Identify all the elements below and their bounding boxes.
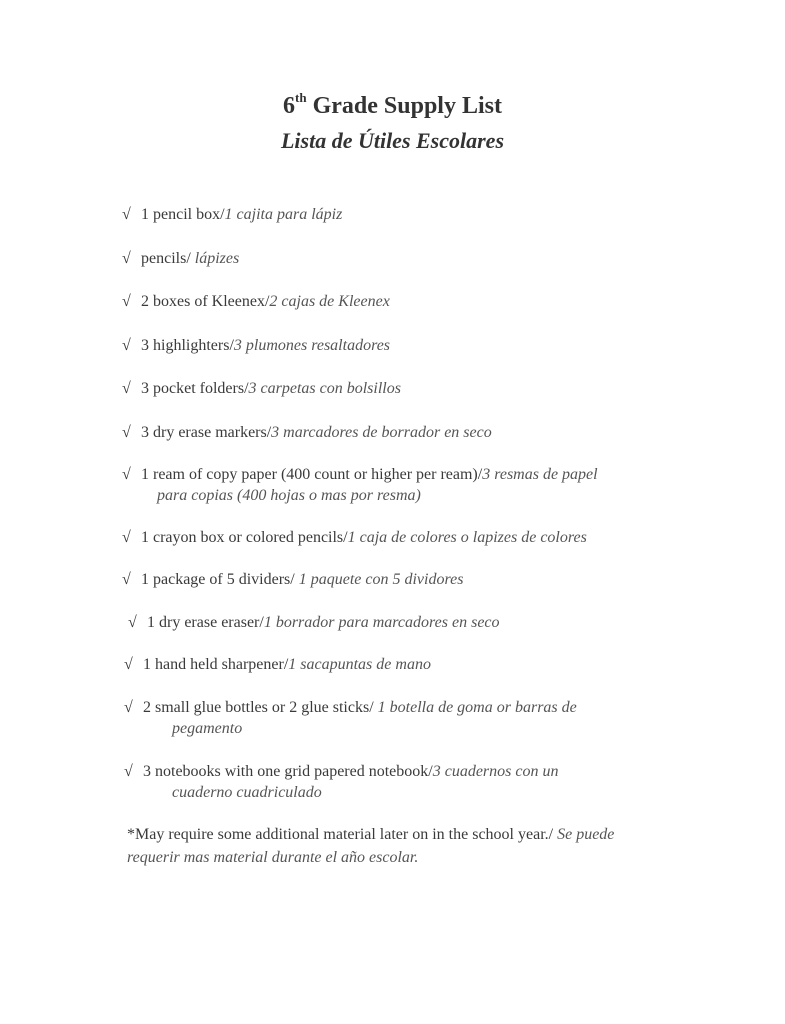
item-spanish: 1 caja de colores o lapizes de colores: [347, 529, 587, 546]
item-continuation: cuaderno cuadriculado: [172, 784, 322, 801]
item-spanish: 3 marcadores de borrador en seco: [271, 424, 492, 441]
list-item: [122, 291, 390, 313]
list-item: [122, 464, 598, 486]
item-english: 3 highlighters/: [141, 337, 234, 354]
item-spanish: 1 botella de goma or barras de: [377, 699, 577, 716]
list-item: [122, 422, 492, 444]
item-spanish: 1 sacapuntas de mano: [288, 656, 431, 673]
item-english: 1 crayon box or colored pencils/: [141, 529, 348, 546]
checkmark-icon: √: [124, 656, 133, 673]
list-item: [122, 378, 401, 400]
item-spanish: 2 cajas de Kleenex: [269, 293, 390, 310]
item-spanish: 3 cuadernos con un: [432, 763, 559, 780]
item-english: pencils/: [141, 250, 195, 267]
list-item: [122, 527, 587, 549]
list-item: [122, 248, 239, 270]
list-item: [124, 654, 431, 676]
list-item: [122, 335, 390, 357]
item-continuation: pegamento: [172, 720, 243, 737]
item-spanish: 3 plumones resaltadores: [233, 337, 391, 354]
item-spanish: 1 borrador para marcadores en seco: [263, 614, 500, 631]
title-number: 6: [283, 93, 296, 119]
footnote-english: *May require some additional material later on in the school year./: [127, 826, 558, 843]
item-english: 3 pocket folders/: [141, 380, 249, 397]
list-item: [122, 569, 463, 591]
checkmark-icon: √: [128, 614, 137, 631]
list-item: [124, 697, 577, 719]
item-english: 1 package of 5 dividers/: [141, 571, 299, 588]
item-english: 1 ream of copy paper (400 count or higher per ream)/: [141, 466, 483, 483]
footnote-spanish-2: requerir mas material durante el año escolar.: [127, 849, 419, 866]
item-english: 1 dry erase eraser/: [147, 614, 264, 631]
checkmark-icon: √: [122, 206, 131, 223]
checkmark-icon: √: [122, 571, 131, 588]
item-english: 3 dry erase markers/: [141, 424, 272, 441]
item-english: 1 hand held sharpener/: [143, 656, 289, 673]
checkmark-icon: √: [124, 699, 133, 716]
page-subtitle: Lista de Útiles Escolares: [280, 128, 505, 153]
checkmark-icon: √: [122, 424, 131, 441]
checkmark-icon: √: [122, 529, 131, 546]
list-item: [124, 761, 558, 783]
footnote: [127, 823, 614, 869]
item-spanish: lápizes: [194, 250, 240, 267]
title-text: Grade Supply List: [306, 93, 502, 119]
checkmark-icon: √: [124, 763, 133, 780]
item-english: 2 small glue bottles or 2 glue sticks/: [143, 699, 378, 716]
item-spanish: 1 paquete con 5 dividores: [298, 571, 464, 588]
item-english: 2 boxes of Kleenex/: [141, 293, 270, 310]
item-spanish: 1 cajita para lápiz: [224, 206, 343, 223]
item-spanish: 3 carpetas con bolsillos: [248, 380, 401, 397]
footnote-spanish-1: Se puede: [557, 826, 615, 843]
checkmark-icon: √: [122, 466, 131, 483]
item-english: 1 pencil box/: [141, 206, 225, 223]
checkmark-icon: √: [122, 380, 131, 397]
item-spanish: 3 resmas de papel: [482, 466, 598, 483]
title-superscript: th: [295, 90, 307, 105]
checkmark-icon: √: [122, 337, 131, 354]
list-item: [122, 204, 342, 226]
checkmark-icon: √: [122, 293, 131, 310]
item-continuation: para copias (400 hojas o mas por resma): [157, 487, 421, 504]
checkmark-icon: √: [122, 250, 131, 267]
list-item: [128, 612, 500, 634]
page-title: [0, 92, 785, 120]
item-english: 3 notebooks with one grid papered notebook/: [143, 763, 433, 780]
